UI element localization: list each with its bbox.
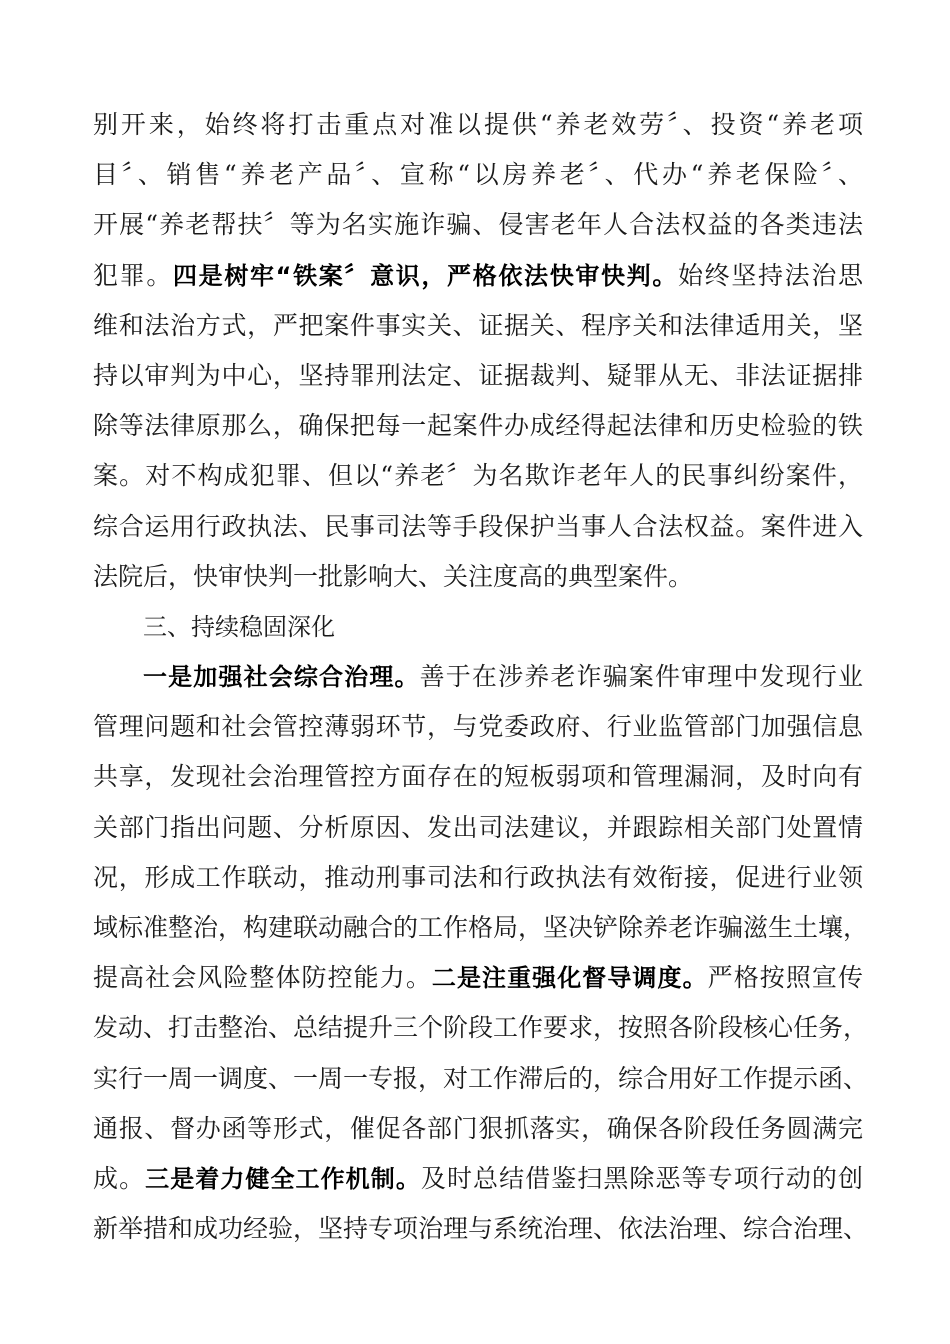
text-run: 维和法治方式，严把案件事实关、证据关、程序关和法律适用关，坚 — [93, 310, 863, 340]
text-run: 除等法律原那么，确保把每一起案件办成经得起法律和历史检验的铁 — [93, 411, 863, 441]
text-run: 成。 — [93, 1163, 146, 1193]
text-run: 严格按照宣传 — [707, 963, 863, 993]
text-line — [93, 251, 863, 301]
text-line — [93, 502, 863, 552]
text-line — [93, 200, 863, 250]
text-run: 目〞、销售“养老产品〞、宣称“以房养老〞、代办“养老保险〞、 — [93, 160, 863, 190]
text-run: 共享，发现社会治理管控方面存在的短板弱项和管理漏洞，及时向有 — [93, 762, 863, 792]
text-line — [93, 552, 863, 602]
section-heading-text: 三、持续稳固深化 — [143, 612, 335, 641]
text-run: 别开来，始终将打击重点对准以提供“养老效劳〞、投资“养老项 — [93, 110, 863, 139]
text-line — [93, 100, 863, 150]
text-run: 案。对不构成犯罪、但以“养老〞为名欺诈老年人的民事纠纷案件， — [93, 461, 863, 491]
text-run: 法院后，快审快判一批影响大、关注度高的典型案件。 — [93, 561, 694, 591]
text-line — [93, 301, 863, 351]
text-run: 域标准整治，构建联动融合的工作格局，坚决铲除养老诈骗滋生土壤， — [93, 913, 869, 942]
text-line — [93, 702, 863, 752]
text-line — [93, 1054, 869, 1104]
text-line — [93, 1204, 869, 1254]
text-line — [93, 953, 863, 1003]
text-run: 关部门指出问题、分析原因、发出司法建议，并跟踪相关部门处置情 — [93, 812, 863, 842]
text-line — [93, 451, 863, 501]
text-run: 持以审判为中心，坚持罪刑法定、证据裁判、疑罪从无、非法证据排 — [93, 360, 863, 390]
text-run: 发动、打击整治、总结提升三个阶段工作要求，按照各阶段核心任务， — [93, 1013, 869, 1043]
text-line — [93, 803, 863, 853]
bold-lead-sentence: 四是树牢“铁案〞意识，严格依法快审快判。 — [173, 261, 679, 290]
text-run: 提高社会风险整体防控能力。 — [93, 963, 432, 993]
text-line — [93, 1154, 863, 1204]
text-line — [93, 1003, 869, 1053]
text-run: 善于在涉养老诈骗案件审理中发现行业 — [419, 662, 863, 692]
text-run: 管理问题和社会管控薄弱环节，与党委政府、行业监管部门加强信息 — [93, 712, 863, 742]
text-line — [93, 652, 863, 702]
text-run: 犯罪。 — [93, 260, 173, 290]
text-line — [93, 351, 863, 401]
text-line — [93, 752, 863, 802]
text-run: 综合运用行政执法、民事司法等手段保护当事人合法权益。案件进入 — [93, 511, 863, 541]
text-run: 通报、督办函等形式，催促各部门狠抓落实，确保各阶段任务圆满完 — [93, 1113, 863, 1143]
bold-lead-sentence: 一是加强社会综合治理。 — [143, 663, 420, 692]
text-run: 实行一周一调度、一周一专报，对工作滞后的，综合用好工作提示函、 — [93, 1063, 869, 1093]
text-run: 开展“养老帮扶〞等为名实施诈骗、侵害老年人合法权益的各类违法 — [93, 210, 863, 240]
text-line — [93, 853, 863, 903]
text-run: 新举措和成功经验，坚持专项治理与系统治理、依法治理、综合治理、 — [93, 1214, 869, 1244]
section-heading — [93, 602, 863, 652]
text-run: 况，形成工作联动，推动刑事司法和行政执法有效衔接，促进行业领 — [93, 862, 863, 892]
text-line — [93, 401, 863, 451]
text-run: 始终坚持法治思 — [678, 260, 863, 290]
document-body — [93, 100, 869, 1254]
text-line — [93, 150, 863, 200]
text-line — [93, 903, 869, 953]
bold-lead-sentence: 二是注重强化督导调度。 — [431, 964, 708, 993]
text-run: 及时总结借鉴扫黑除恶等专项行动的创 — [420, 1163, 863, 1193]
text-line — [93, 1104, 863, 1154]
bold-lead-sentence: 三是着力健全工作机制。 — [145, 1164, 421, 1193]
